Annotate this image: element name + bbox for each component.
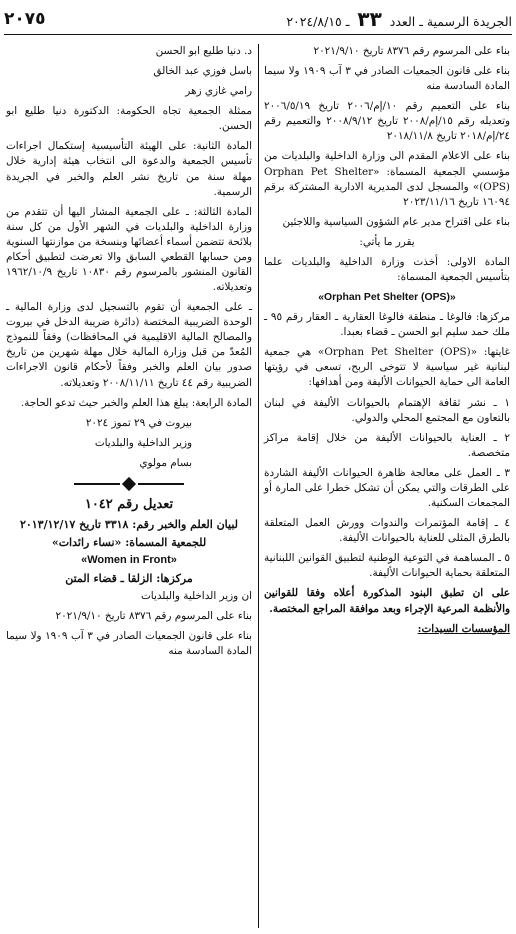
paragraph: بناء على التعميم رقم ١٠/إم/٢٠٠٦ تاريخ ٢٠٠٦/٥/١٩ وتعديله رقم ١٥/إم/٢٠٠٨ تاريخ ٢٠٠٨/٩/١٢ والتعميم رقم ٢٤/إم/٢٠١٨ تاريخ ٢٠١٨/١١/٨ bbox=[264, 100, 511, 143]
representative: ممثلة الجمعية تجاه الحكومة: الدكتورة دنيا طليع ابو الحسن. bbox=[6, 105, 252, 133]
amendment-latin-name: «Women in Front» bbox=[81, 553, 177, 566]
gazette-name: الجريدة الرسمية ـ العدد bbox=[389, 14, 512, 29]
amendment-statement: لبيان العلم والخبر رقم: ٣٣١٨ تاريخ ٢٠١٣/١٢/١٧ bbox=[19, 517, 239, 531]
paragraph: بناء على المرسوم رقم ٨٣٧٦ تاريخ ٢٠٢١/٩/١٠ bbox=[313, 45, 510, 57]
founders-heading: المؤسسات السيدات: bbox=[417, 622, 510, 635]
paragraph: بناء على قانون الجمعيات الصادر في ٣ آب ١٩٠٩ ولا سيما المادة السادسة منه bbox=[264, 65, 510, 93]
paragraph: بناء على المرسوم رقم ٨٣٧٦ تاريخ ٢٠٢١/٩/١٠ bbox=[55, 609, 252, 622]
page-number: ٢٠٧٥ bbox=[4, 9, 46, 29]
decision-heading: يقرر ما يأتي: bbox=[359, 235, 415, 248]
signature-title: وزير الداخلية والبلديات bbox=[94, 436, 192, 449]
paragraph: بناء على اقتراح مدير عام الشؤون السياسية واللاجئين bbox=[282, 215, 510, 228]
objectives: غايتها: «Orphan Pet Shelter (OPS)» هي جمعية لبنانية غير سياسية لا تتوخى الربح، تسعى في رؤيتها العامة الى حماية الحيوانات الأليفة ومن أهدافها: bbox=[264, 346, 510, 389]
founder-name: د. دنيا طليع ابو الحسن bbox=[155, 45, 252, 57]
amendment-association: للجمعية المسماة: «نساء رائدات» bbox=[51, 535, 207, 549]
ornament-divider bbox=[6, 477, 252, 492]
founder-name: رامي غازي زهر bbox=[185, 85, 252, 98]
left-column bbox=[6, 44, 252, 928]
article-three: المادة الثالثة: ـ على الجمعية المشار اليها أن تتقدم من وزارة الداخلية والبلديات في الشهر الأول من كل سنة بلائحة تتضمن أسماء أعضائها وبنسخة من موازنتها السنوية ومن حسابها القطعي السابق والا تعرضت لتطبيق أحكام القانون المنشور بالمرسوم رقم ١٠٨٣٠ تاريخ ١٩٦٢/١٠/٩ وتعديلاته. bbox=[6, 205, 252, 294]
paragraph: بناء على الاعلام المقدم الى وزارة الداخلية والبلديات من مؤسسي الجمعية المسماة: «Orphan Pet Shelter (OPS)» والمسجل لدى المديرية الادارية المشتركة برقم ١٦٠٩٤ تاريخ ٢٠٢٣/١١/١٦ bbox=[264, 150, 510, 208]
headquarters: مركزها: فالوغا ـ منطقة فالوغا العقارية ـ العقار رقم ٩٥ ـ ملك حمد سليم ابو الحسن ـ قضاء بعبدا. bbox=[264, 311, 510, 339]
gazette-title bbox=[286, 7, 512, 31]
objective-item: ٥ ـ المساهمة في التوعية الوطنية لتطبيق القوانين اللبنانية المتعلقة بحماية الحيوانات الأليفة. bbox=[264, 552, 510, 580]
article-four: المادة الرابعة: يبلغ هذا العلم والخبر حيث تدعو الحاجة. bbox=[20, 396, 252, 409]
signature-date: بيروت في ٢٩ تموز ٢٠٢٤ bbox=[85, 416, 192, 429]
column-divider bbox=[258, 44, 259, 928]
paragraph: ان وزير الداخلية والبلديات bbox=[141, 589, 252, 602]
issue-date: ـ ٢٠٢٤/٨/١٥ bbox=[286, 14, 350, 29]
amendment-title: تعديل رقم ١٠٤٢ bbox=[84, 497, 174, 513]
paragraph: بناء على قانون الجمعيات الصادر في ٣ آب ١٩٠٩ ولا سيما المادة السادسة منه bbox=[6, 629, 252, 657]
amendment-headquarters: مركزها: الزلقا ـ قضاء المتن bbox=[65, 571, 193, 585]
objective-item: ١ ـ نشر ثقافة الإهتمام بالحيوانات الأليفة في لبنان بالتعاون مع المجتمع المحلي والدولي. bbox=[264, 396, 510, 424]
association-name: «Orphan Pet Shelter (OPS)» bbox=[318, 292, 456, 304]
article-two: المادة الثانية: على الهيئة التأسيسية إستكمال اجراءات تأسيس الجمعية والدعوة الى انتخاب هيئة إدارية خلال مهلة سنة من تاريخ نشر العلم والخبر في الجريدة الرسمية. bbox=[6, 140, 252, 198]
objective-item: ٢ ـ العناية بالحيوانات الأليفة من خلال إقامة مراكز متخصصة. bbox=[264, 431, 510, 459]
issue-number: ٣٣ bbox=[357, 7, 382, 31]
objective-item: ٣ ـ العمل على معالجة ظاهرة الحيوانات الأليفة الشاردة على الطرقات والتي يمكن أن تشكل خطرا على المارة أو المجمعات السكنية. bbox=[264, 466, 510, 510]
conditions-note: على ان تطبق البنود المذكورة أعلاه وفقا للقوانين والأنظمة المرعية الإجراء وبعد موافقة المراجع المختصة. bbox=[264, 587, 510, 615]
objective-item: ٤ ـ إقامة المؤتمرات والندوات وورش العمل المتعلقة بالطرق المثلى للعناية بالحيوانات الأليفة. bbox=[264, 517, 510, 545]
page-header bbox=[4, 4, 512, 35]
signature-name: بسام مولوي bbox=[139, 456, 192, 469]
right-column bbox=[264, 44, 510, 928]
tax-registration: ـ على الجمعية أن تقوم بالتسجيل لدى وزارة المالية ـ الوحدة الضريبية المختصة (دائرة ضريبة الدخل في بيروت والمصالح المالية الاقليمية في المحافظات) وفقاً للنموذج المُعدّ من قبل وزارة المالية خلال مهلة شهرين من تاريخ صدور بيان العلم والخبر وفقاً لأحكام قانون الاجراءات الضريبية رقم ٤٤ تاريخ ٢٠٠٨/١١/١١ وتعديلاته. bbox=[6, 301, 252, 389]
article-one: المادة الاولى: أخذت وزارة الداخلية والبلديات علما بتأسيس الجمعية المسماة: bbox=[264, 255, 510, 284]
founder-name: باسل فوزي عبد الخالق bbox=[153, 65, 252, 78]
